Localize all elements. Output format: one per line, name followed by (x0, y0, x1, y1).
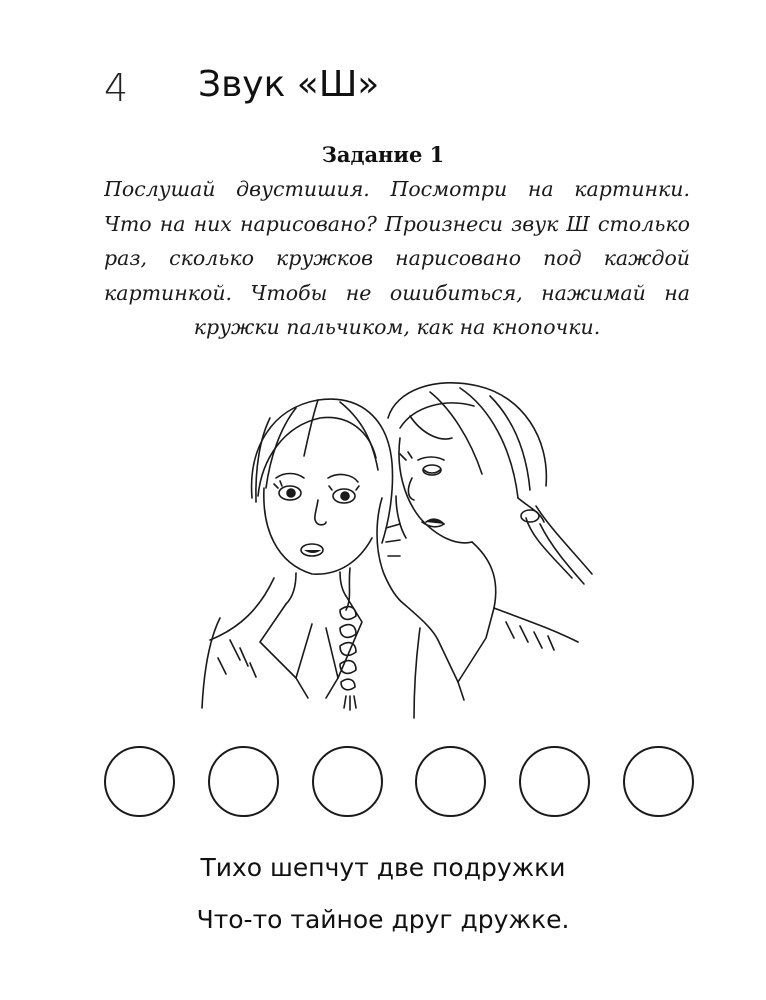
chapter-title: Звук «Ш» (198, 64, 380, 105)
poem-line: Тихо шепчут две подружки (200, 853, 566, 882)
instruction-line: Послушай двустишия. Посмотри на картинки. (104, 177, 690, 201)
circle-button[interactable] (623, 746, 694, 817)
task-instructions (104, 172, 690, 345)
circle-button[interactable] (208, 746, 279, 817)
circle-button[interactable] (519, 746, 590, 817)
circle-button[interactable] (104, 746, 175, 817)
page-number: 4 (104, 66, 129, 110)
circle-button[interactable] (312, 746, 383, 817)
instruction-line: раз, сколько кружков нарисовано под каждой (104, 246, 690, 270)
instruction-line: Что на них нарисовано? Произнеси звук Ш столько (104, 211, 690, 236)
instruction-line: картинкой. Чтобы не ошибиться, нажимай на (104, 280, 690, 305)
poem-line: Что-то тайное друг дружке. (196, 905, 570, 934)
circle-buttons (104, 746, 694, 824)
circle-button[interactable] (415, 746, 486, 817)
poem (0, 842, 766, 946)
task-heading: Задание 1 (321, 142, 445, 167)
whispering-girls-illustration (200, 378, 600, 723)
left-girl-drawing (202, 399, 393, 710)
instruction-line: кружки пальчиком, как на кнопочки. (193, 315, 601, 339)
right-girl-drawing (377, 383, 592, 718)
